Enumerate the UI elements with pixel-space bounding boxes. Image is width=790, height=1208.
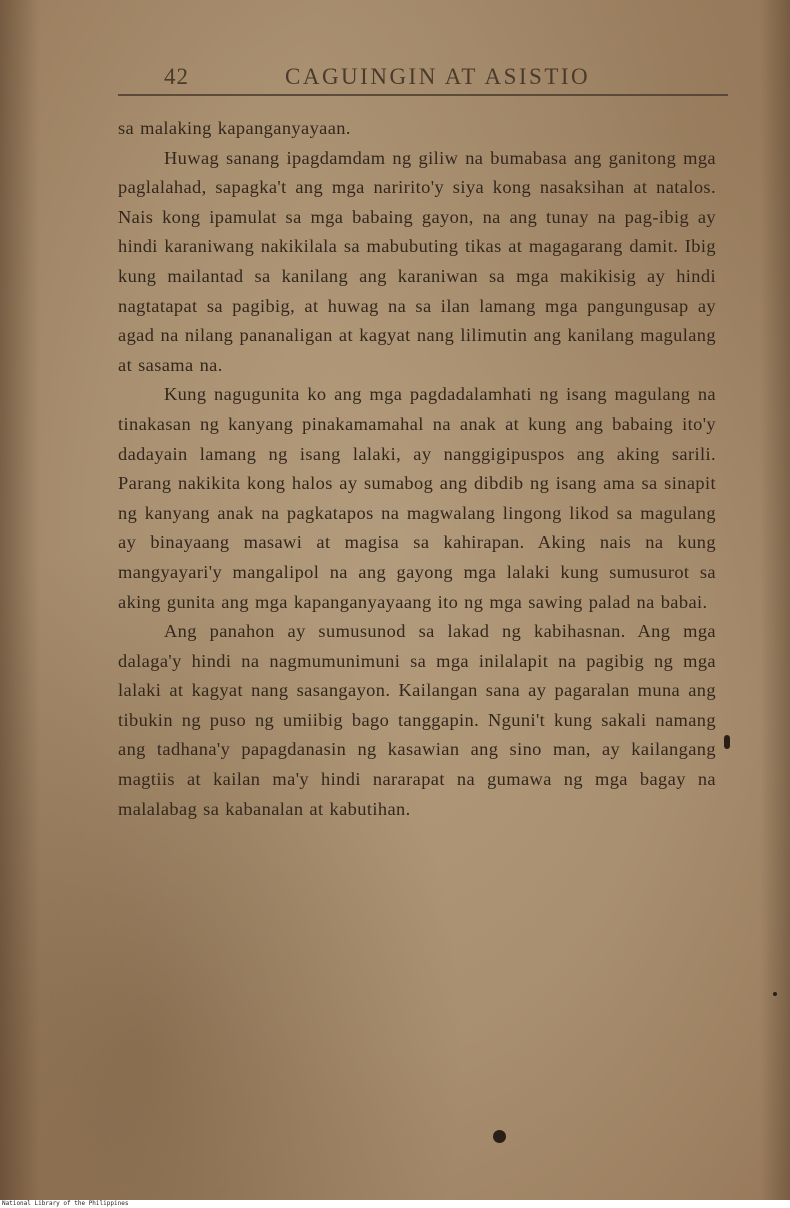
page-number: 42 (164, 64, 189, 89)
paragraph: Kung nagugunita ko ang mga pagdadalamhati ng isang magulang na tinakasan ng kanyang pinakamamahal na anak at kung ang babaing ito'y dadayain lamang ng isang lalaki, ay nanggigipuspos ang aking sarili. Parang nakikita kong halos ay sumabog ang dibdib ng isang ama sa sinapit ng kanyang anak na pagkatapos na magwalang lingong likod sa magulang ay binayaang masawi at magisa sa kahirapan. Aking nais na kung mangyayari'y mangalipol na ang gayong mga lalaki kung sumusurot sa aking gunita ang mga kapanganyayaang ito ng mga sawing palad na babai. (118, 384, 716, 612)
header-rule (118, 94, 728, 96)
library-credit: National Library of the Philippines (0, 1200, 790, 1208)
paragraph: Huwag sanang ipagdamdam ng giliw na bumabasa ang ganitong mga paglalahad, sapagka't ang mga naririto'y siya kong nasaksihan at natalos. Nais kong ipamulat sa mga babaing gayon, na ang tunay na pag-ibig ay hindi karaniwang nakikilala sa mabubuting tikas at magagarang damit. Ibig kung mailantad sa kanilang ang karaniwan sa mga makikisig ay hindi nagtatapat sa pagibig, at huwag na sa ilan lamang mga pangungusap ay agad na nilang pananaligan at kagyat nang lilimutin ang kanilang magulang at sasama na. (118, 147, 716, 375)
running-head: CAGUINGIN AT ASISTIO (285, 64, 591, 89)
body-text (118, 114, 716, 824)
ink-speck (724, 735, 730, 749)
ink-speck (493, 1130, 506, 1143)
ink-speck (773, 992, 777, 996)
page-shadow-left (0, 0, 40, 1200)
page-shadow-right (760, 0, 790, 1200)
paragraph: sa malaking kapanganyayaan. (118, 118, 351, 138)
paragraph: Ang panahon ay sumusunod sa lakad ng kabihasnan. Ang mga dalaga'y hindi na nagmumunimuni sa mga inilalapit na pagibig ng mga lalaki at kagyat nang sasangayon. Kailangan sana ay pagaralan muna ang tibukin ng puso ng umiibig bago tanggapin. Nguni't kung sakali namang ang tadhana'y papagdanasin ng kasawian ang sino man, ay kailangang magtiis at kailan ma'y hindi nararapat na gumawa ng mga bagay na malalabag sa kabanalan at kabutihan. (118, 621, 716, 819)
page-header (120, 62, 720, 96)
